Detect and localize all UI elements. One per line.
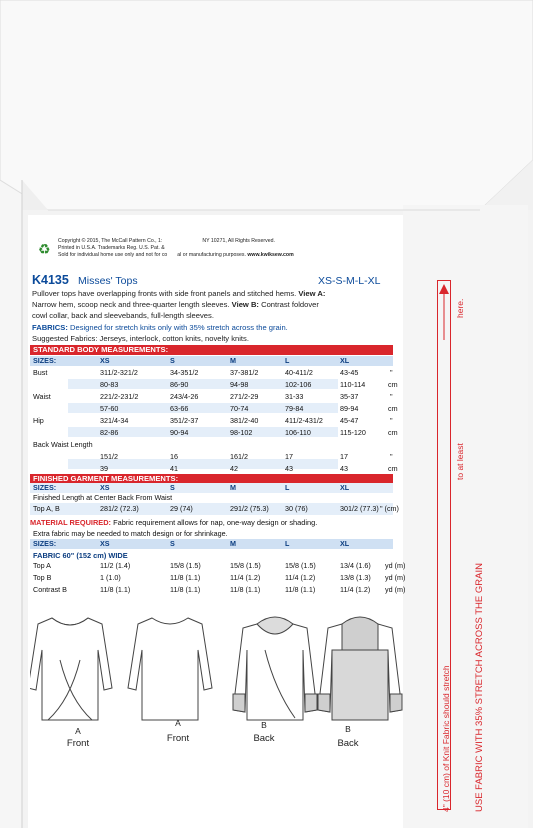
stretch-main-label: USE FABRIC WITH 35% STRETCH ACROSS THE GRAIN (474, 563, 485, 812)
top-b-back-drawing-2 (318, 617, 402, 720)
here-label: here. (455, 298, 465, 318)
body-measurements-title: STANDARD BODY MEASUREMENTS: (30, 345, 393, 355)
table-row: Contrast B 11/8 (1.1) 11/8 (1.1) 11/8 (1.1) 11/8 (1.1) 11/4 (1.2) yd (m) (33, 585, 406, 594)
stretch-note: 4" (10 cm) of Knit Fabric should stretch (441, 665, 451, 812)
description-line-2: Narrow hem, scoop neck and three-quarter length sleeves. View B: Contrast foldover (32, 300, 319, 309)
table-row: Waist 221/2-231/2 243/4-26 271/2-29 31-33 35-37 " (33, 392, 393, 401)
back-waist-label: Back Waist Length (33, 440, 93, 449)
fabrics-line: FABRICS: Designed for stretch knits only with 35% stretch across the grain. (32, 323, 288, 332)
body-measurements-table (30, 368, 398, 473)
copyright-line-3: Sold for individual home use only and not for co al or manufacturing purposes. www.kwiksew.com (58, 252, 294, 258)
suggested-fabrics: Suggested Fabrics: Jerseys, interlock, cotton knits, novelty knits. (32, 334, 249, 343)
description-line-3: cowl collar, back and sleevebands, full-length sleeves. (32, 311, 214, 320)
finished-measurements-title: FINISHED GARMENT MEASUREMENTS: (30, 474, 393, 484)
arrow-up-icon (437, 280, 451, 340)
figure-label: Front (66, 738, 90, 749)
figure-letter: B (345, 724, 351, 734)
copyright-line-1: Copyright © 2015, The McCall Pattern Co., 1: NY 10271, All Rights Reserved. (58, 238, 275, 244)
to-at-least-label: to at least (455, 443, 465, 480)
figure-letter: A (75, 726, 81, 736)
pattern-code: K4135 (32, 273, 69, 287)
table-row: 80-83 86-90 94-98 102-106 110-114 cm (100, 380, 398, 389)
material-sizes-header: SIZES: XS S M L XL (30, 539, 393, 549)
table-row: 57-60 63-66 70-74 79-84 89-94 cm (100, 404, 398, 413)
table-row: 82-86 90-94 98-102 106-110 115-120 cm (100, 428, 398, 437)
copyright-line-2: Printed in U.S.A. Trademarks Reg. U.S. Pat. & (58, 245, 165, 251)
figure-letter: B (261, 720, 267, 730)
size-range: XS-S-M-L-XL (318, 275, 381, 287)
top-a-front-drawing-2 (128, 618, 212, 720)
table-row: 151/2 16 161/2 17 17 " (100, 452, 393, 461)
finished-length-label: Finished Length at Center Back From Waist (33, 493, 173, 502)
finished-sizes-header: SIZES: XS S M L XL (30, 483, 393, 493)
table-row: Top A 11/2 (1.4) 15/8 (1.5) 15/8 (1.5) 15/8 (1.5) 13/4 (1.6) yd (m) (33, 561, 406, 570)
garment-illustrations (30, 610, 410, 730)
top-a-front-drawing-1 (30, 618, 112, 720)
table-row: Top B 1 (1.0) 11/8 (1.1) 11/4 (1.2) 11/4 (1.2) 13/8 (1.3) yd (m) (33, 573, 406, 582)
fabric-width-label: FABRIC 60" (152 cm) WIDE (33, 551, 128, 560)
recycle-icon: ♻ (38, 241, 51, 257)
figure-label: Front (166, 733, 190, 744)
figure-label: Back (337, 738, 359, 749)
table-row: Hip 321/4-34 351/2-37 381/2-40 411/2-431/2 45-47 " (33, 416, 393, 425)
table-row: 39 41 42 43 43 cm (100, 464, 398, 473)
figure-letter: A (175, 718, 181, 728)
table-row: Bust 311/2-321/2 34-351/2 37-381/2 40-411/2 43-45 " (33, 368, 393, 377)
top-b-back-drawing-1 (233, 617, 317, 720)
table-row: Top A, B 281/2 (72.3) 29 (74) 291/2 (75.3) 30 (76) 301/2 (77.3) " (cm) (30, 503, 393, 515)
figure-label: Back (253, 733, 275, 744)
material-required-line: MATERIAL REQUIRED: Fabric requirement allows for nap, one-way design or shading. (30, 518, 318, 527)
pattern-title: Misses' Tops (78, 275, 138, 287)
material-note: Extra fabric may be needed to match design or for shrinkage. (33, 529, 228, 538)
material-table (30, 561, 406, 597)
body-sizes-header: SIZES: XS S M L XL (30, 356, 393, 366)
description-line-1: Pullover tops have overlapping fronts with side front panels and stitched hems. View A: (32, 289, 326, 298)
